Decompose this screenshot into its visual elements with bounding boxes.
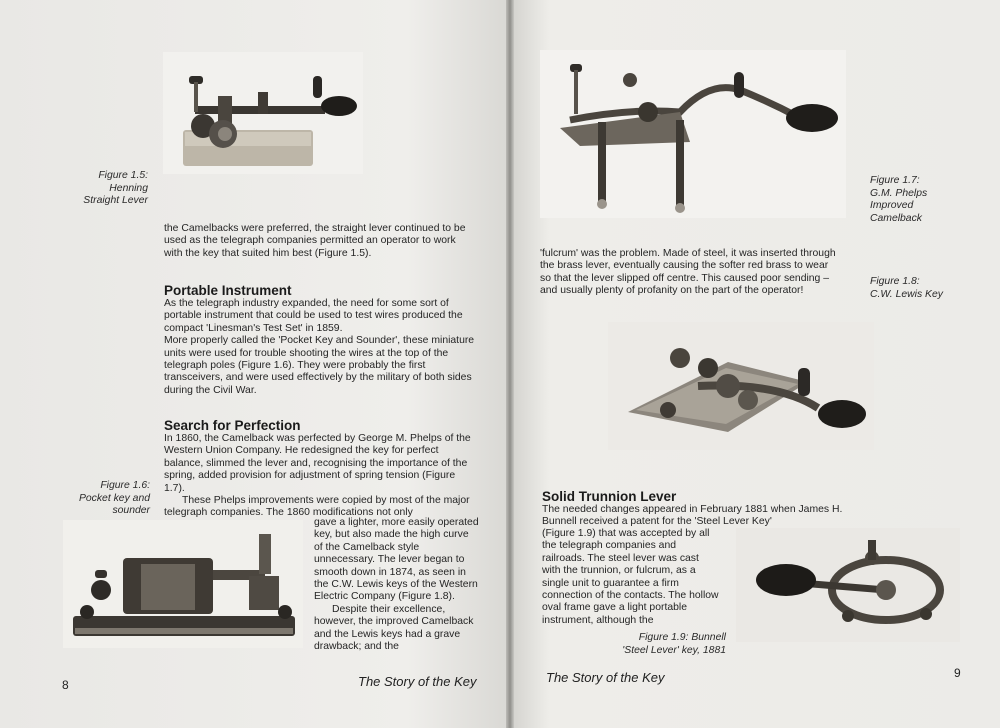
solid-paragraph-b: (Figure 1.9) that was accepted by all the telegraph companies and railroads. The steel lever was cast with the trunnion, or fulcrum, as a single unit to guarantee a firm connection of the contacts. The hollow oval frame gave a light portable instrument, although the (542, 528, 719, 626)
figure-1-5-photo (163, 52, 363, 174)
portable-paragraph-1: As the telegraph industry expanded, the need for some sort of portable instrument that could be used to test wires produced the compact 'Linesman's Test Set' in 1859. (164, 298, 463, 334)
caption-line: Straight Lever (83, 195, 148, 206)
page-number-right: 9 (954, 666, 961, 680)
footer-left: The Story of the Key (358, 674, 477, 689)
page-number-left: 8 (62, 678, 69, 692)
heading-portable-instrument: Portable Instrument (164, 283, 292, 298)
caption-line: Figure 1.8: (870, 276, 920, 287)
caption-line: Figure 1.5: (98, 170, 148, 181)
heading-solid-trunnion-lever: Solid Trunnion Lever (542, 489, 677, 504)
figure-1-5-caption (40, 170, 148, 208)
caption-line: C.W. Lewis Key (870, 288, 943, 300)
heading-search-for-perfection: Search for Perfection (164, 418, 301, 433)
caption-line: Improved (870, 200, 914, 211)
solid-paragraph-a: The needed changes appeared in February 1881 when James H. Bunnell received a patent for the 'Steel Lever Key' (542, 504, 843, 528)
caption-line: Camelback (870, 212, 922, 224)
figure-1-8-photo (608, 322, 874, 450)
caption-line: 'Steel Lever' key, 1881 (622, 644, 726, 656)
fulcrum-paragraph: 'fulcrum' was the problem. Made of steel, it was inserted through the brass lever, eventually causing the softer red brass to wear so that the lever slipped off centre. This caused poor sending – and usually plenty of profanity on the part of the operator! (540, 248, 836, 297)
search-paragraph-1: In 1860, the Camelback was perfected by George M. Phelps of the Western Union Company. He redesigned the key for perfect balance, slimmed the lever and, recognising the importance of the spring, added provision for adjustment of spring tension (Figure 1.7). (164, 433, 471, 494)
search-paragraph-2b: gave a lighter, more easily operated key, but also made the high curve of the Camelback style unnecessary. The lever began to smooth down in 1874, as seen in the C.W. Lewis keys of the Western Electric Company (Figure 1.8). (314, 517, 479, 603)
search-paragraph-2b-wrap (314, 517, 480, 653)
figure-1-6-caption (40, 480, 150, 518)
caption-line: Henning (109, 182, 148, 194)
caption-line: sounder (112, 505, 150, 516)
figure-1-7-photo (540, 50, 846, 218)
intro-paragraph: the Camelbacks were preferred, the straight lever continued to be used as the telegraph companies permitted an operator to work with the key that suited him best (Figure 1.5). (164, 223, 466, 259)
caption-line: Figure 1.6: (100, 480, 150, 491)
caption-line: Pocket key and (78, 492, 150, 504)
figure-1-7-caption (870, 175, 980, 225)
right-page (510, 0, 1000, 728)
portable-paragraph-2: More properly called the 'Pocket Key and Sounder', these miniature units were used for trouble shooting the wires at the top of the telegraph poles (Figure 1.6). They were probably the first transceivers, and were used effectively by the military of both sides during the Civil War. (164, 335, 475, 396)
figure-1-9-photo (736, 528, 960, 642)
search-section (164, 433, 478, 520)
caption-line: Figure 1.9: Bunnell (638, 632, 726, 643)
caption-line: Figure 1.7: (870, 175, 920, 186)
figure-1-8-caption (870, 276, 980, 301)
search-paragraph-3: Despite their excellence, however, the improved Camelback and the Lewis keys had a grave drawback; and the (314, 603, 474, 653)
figure-1-9-caption (600, 632, 726, 657)
figure-1-6-photo (63, 520, 303, 648)
book-gutter (506, 0, 514, 728)
caption-line: G.M. Phelps (870, 187, 928, 199)
footer-right: The Story of the Key (546, 670, 665, 685)
search-paragraph-2a: These Phelps improvements were copied by most of the major telegraph companies. The 1860 modifications not only (164, 495, 470, 519)
portable-section (164, 298, 476, 397)
